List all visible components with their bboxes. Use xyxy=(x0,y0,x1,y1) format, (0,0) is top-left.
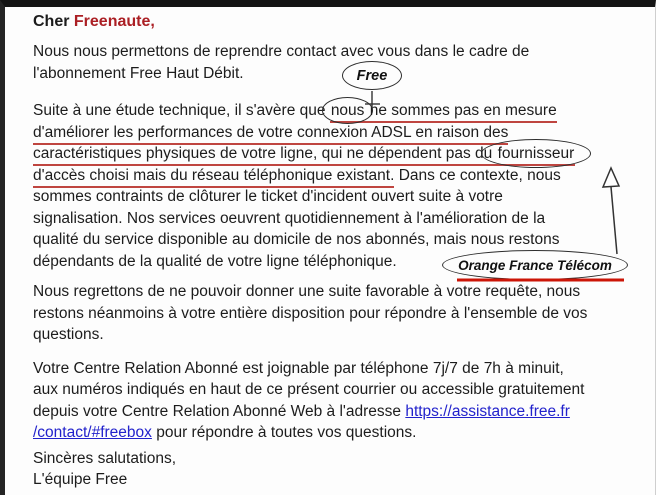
text-segment: pour répondre à toutes vos questions. xyxy=(151,424,417,441)
text-line xyxy=(33,401,645,423)
text-line: Votre Centre Relation Abonné est joignable par téléphone 7j/7 de 7h à minuit, xyxy=(33,359,564,377)
text-line: aux numéros indiqués en haut de ce présent courrier ou accessible gratuitement xyxy=(33,381,585,398)
text-line: Nous nous permettons de reprendre contact avec vous dans le cadre de xyxy=(33,43,530,60)
paragraph-contact xyxy=(33,358,645,444)
text-line xyxy=(33,165,645,187)
text-segment: caractéristiques physiques de votre ligne, qui ne dépendent pas du xyxy=(33,145,497,162)
text-line: sommes contraints de clôturer le ticket d'incident ouvert suite à votre xyxy=(33,188,503,205)
contact-freebox-link[interactable]: /contact/#freebox xyxy=(33,424,152,441)
closing-salutation: Sincères salutations, xyxy=(33,449,177,467)
assistance-link[interactable]: https://assistance.free.fr xyxy=(405,402,570,420)
paragraph-regret xyxy=(33,281,645,346)
salutation-name: Freenaute, xyxy=(73,13,155,30)
text-segment: Suite à une étude technique, il s'avère que xyxy=(33,102,330,119)
text-line xyxy=(33,422,645,444)
circled-word-fournisseur: fournisseur xyxy=(481,139,592,168)
letter-body xyxy=(5,7,655,491)
text-segment: Dans ce contexte, nous xyxy=(394,166,561,184)
underlined-segment: d'améliorer les performances de votre connexion ADSL en raison des xyxy=(33,124,508,145)
text-line: dépendants de la qualité de votre ligne téléphonique. xyxy=(33,252,397,270)
underlined-segment xyxy=(330,102,557,123)
text-line: l'abonnement Free Haut Débit. xyxy=(33,64,244,82)
text-line: restons néanmoins à votre entière disposition pour répondre à l'ensemble de vos xyxy=(33,304,588,322)
provider-annotation-label: Orange France Télécom xyxy=(458,257,612,273)
text-line: qualité du service disponible au domicile de nos abonnés, mais nous restons xyxy=(33,231,560,248)
underlined-segment: d'accès choisi mais du réseau téléphonique existant. xyxy=(33,167,394,188)
text-line: Nous regrettons de ne pouvoir donner une suite favorable à votre requête, nous xyxy=(33,283,581,300)
text-segment: depuis votre Centre Relation Abonné Web à l'adresse xyxy=(33,402,406,420)
text-segment: ne sommes pas en mesure xyxy=(365,102,557,119)
closing xyxy=(33,448,645,491)
salutation xyxy=(33,11,645,33)
text-line: questions. xyxy=(33,326,104,343)
circled-word-nous: nous xyxy=(322,97,374,124)
paragraph-intro xyxy=(33,41,645,84)
provider-annotation-bubble xyxy=(442,250,628,280)
free-annotation-label: Free xyxy=(356,67,388,84)
closing-signature: L'équipe Free xyxy=(33,471,128,488)
salutation-prefix: Cher xyxy=(33,13,74,30)
text-line xyxy=(33,143,645,165)
underlined-segment xyxy=(33,145,575,166)
paragraph-technical xyxy=(33,100,645,272)
free-annotation-bubble xyxy=(342,61,402,90)
text-line xyxy=(33,100,645,122)
text-line: signalisation. Nos services oeuvrent quotidiennement à l'amélioration de la xyxy=(33,209,546,227)
